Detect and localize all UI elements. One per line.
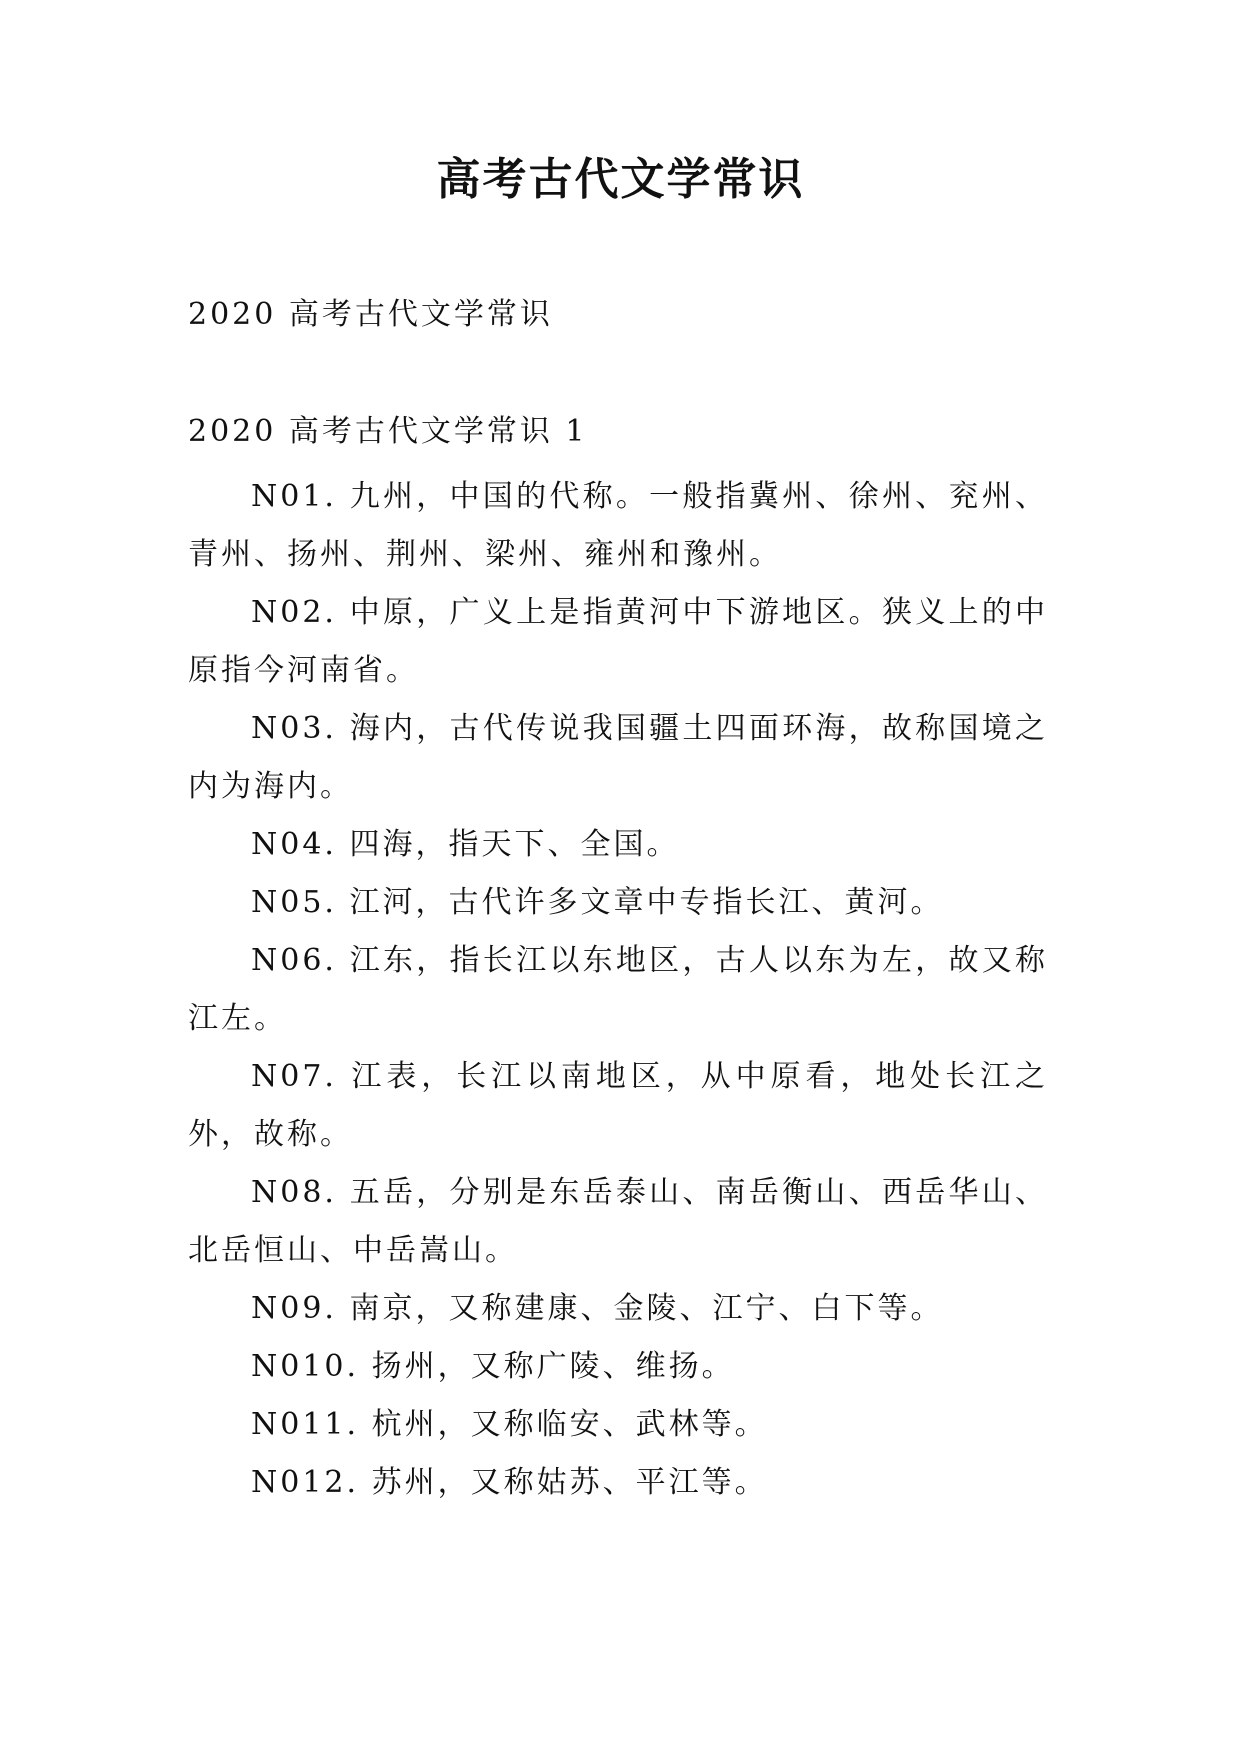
list-item: N02. 中原，广义上是指黄河中下游地区。狭义上的中原指今河南省。 bbox=[188, 595, 1048, 688]
document-subtitle: 2020 高考古代文学常识 bbox=[188, 297, 553, 332]
knowledge-list bbox=[188, 468, 1048, 1512]
list-item: N01. 九州，中国的代称。一般指冀州、徐州、兖州、青州、扬州、荆州、梁州、雍州和豫州。 bbox=[188, 479, 1048, 572]
document-title: 高考古代文学常识 bbox=[436, 154, 805, 205]
list-item: N09. 南京，又称建康、金陵、江宁、白下等。 bbox=[251, 1291, 944, 1326]
list-item: N03. 海内，古代传说我国疆土四面环海，故称国境之内为海内。 bbox=[188, 711, 1048, 804]
list-item: N04. 四海，指天下、全国。 bbox=[251, 827, 680, 862]
list-item: N010. 扬州，又称广陵、维扬。 bbox=[251, 1349, 735, 1384]
section-heading: 2020 高考古代文学常识 1 bbox=[188, 414, 588, 449]
list-item: N011. 杭州，又称临安、武林等。 bbox=[251, 1407, 768, 1442]
list-item: N07. 江表，长江以南地区，从中原看，地处长江之外，故称。 bbox=[188, 1059, 1048, 1152]
list-item: N06. 江东，指长江以东地区，古人以东为左，故又称江左。 bbox=[188, 943, 1048, 1036]
list-item: N012. 苏州，又称姑苏、平江等。 bbox=[251, 1465, 768, 1500]
list-item: N05. 江河，古代许多文章中专指长江、黄河。 bbox=[251, 885, 944, 920]
list-item: N08. 五岳，分别是东岳泰山、南岳衡山、西岳华山、北岳恒山、中岳嵩山。 bbox=[188, 1175, 1048, 1268]
